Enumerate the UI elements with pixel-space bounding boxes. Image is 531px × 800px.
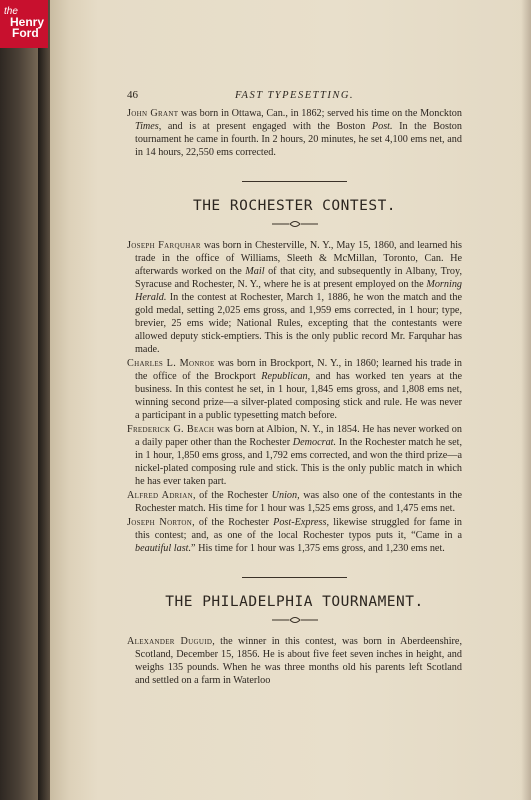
- running-title: FAST TYPESETTING.: [234, 90, 355, 101]
- intro-paragraph: John Grant was born in Ottawa, Can., in 1862; served his time on the Monckton Times, and is at present engaged with the Boston Post. In the Boston tournament he came in fourth. In 2 hours, 20 minutes, he set 4,100 ems net, and in 14 hours, 22,550 ems corrected.: [127, 108, 462, 158]
- ornament-icon: [127, 219, 462, 231]
- person-name: Charles L. Monroe: [127, 358, 215, 369]
- logo-line-ford: Ford: [12, 26, 39, 40]
- page-edge-shadow: [521, 0, 531, 800]
- section-title-rochester: THE ROCHESTER CONTEST.: [192, 198, 397, 214]
- page-header: [127, 85, 462, 103]
- book-gutter: [38, 0, 50, 800]
- entry-paragraph: Frederick G. Beach was born at Albion, N. Y., in 1854. He has never worked on a daily paper other than the Rochester Democrat. In the Rochester match he set, in 1 hour, 1,850 ems gross, and 1,792 ems corrected, and won the third prize—a nickel-plated composing rule and stick. This is the only public match in which he has ever taken part.: [127, 424, 463, 487]
- henry-ford-logo: [0, 0, 48, 48]
- section-divider-rule: [242, 181, 347, 182]
- section-title-philadelphia: THE PHILADELPHIA TOURNAMENT.: [165, 594, 424, 610]
- logo-line-the: the: [4, 6, 18, 17]
- person-name: John Grant: [127, 108, 179, 119]
- section-divider-rule: [242, 577, 347, 578]
- page-number: 46: [127, 89, 138, 101]
- logo-line-henry: Henry: [9, 15, 44, 29]
- person-name: Joseph Farquhar: [127, 240, 201, 251]
- person-name: Frederick G. Beach: [127, 424, 215, 435]
- person-name: Alfred Adrian: [127, 490, 193, 501]
- entry-paragraph: Joseph Farquhar was born in Chesterville, N. Y., May 15, 1860, and learned his trade in the office of Williams, Sleeth & McMillan, Toronto, Can. He afterwards worked on the Mail of that city, and subsequently in Albany, Troy, Syracuse and Rochester, N. Y., where he is at present employed on the Morning Herald. In the contest at Rochester, March 1, 1886, he won the match and the gold medal, setting 2,025 ems gross, and 1,959 ems corrected, in 1 hour; type, brevier, 25 ems wide; National Rules, excepting that the contestants were allowed deputy stick-emptiers. This is the only public record Mr. Farquhar has made.: [127, 240, 463, 355]
- ornament-icon: [127, 615, 462, 627]
- page-content: [127, 85, 462, 688]
- entry-paragraph: Alexander Duguid, the winner in this contest, was born in Aberdeenshire, Scotland, December 15, 1856. He is about five feet seven inches in height, and weighs 135 pounds. When he was three months old his parents left Scotland and settled on a farm in Waterloo: [127, 636, 462, 686]
- person-name: Alexander Duguid: [127, 636, 213, 647]
- person-name: Joseph Norton: [127, 517, 193, 528]
- entry-paragraph: Alfred Adrian, of the Rochester Union, was also one of the contestants in the Rochester match. His time for 1 hour was 1,525 ems gross, and 1,475 ems net.: [127, 490, 462, 514]
- book-page: [50, 0, 531, 800]
- entry-paragraph: Joseph Norton, of the Rochester Post-Express, likewise struggled for fame in this contest; and, as one of the local Rochester typos puts it, “Came in a beautiful last.” His time for 1 hour was 1,375 ems gross, and 1,230 ems net.: [127, 517, 462, 554]
- entry-paragraph: Charles L. Monroe was born in Brockport, N. Y., in 1860; learned his trade in the office of the Brockport Republican, and has worked ten years at the business. In this contest he set, in 1 hour, 1,845 ems gross, and 1,808 ems net, winning second prize—a silver-plated composing stick and rule. He was never a participant in a public typesetting match before.: [127, 358, 462, 421]
